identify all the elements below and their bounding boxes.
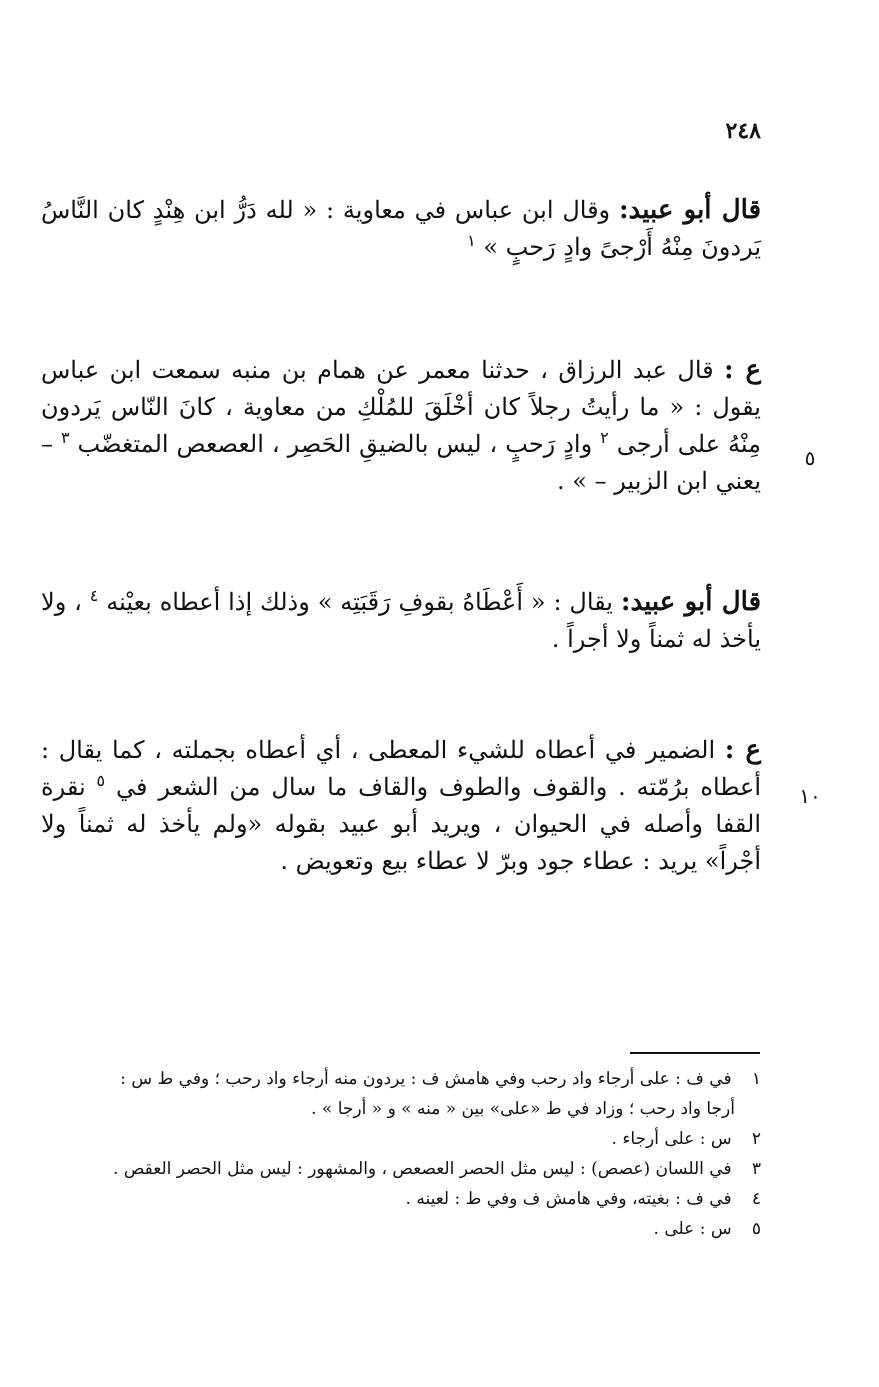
paragraph-1 [41, 192, 761, 266]
footnote-1-continuation: أرجا واد رحب ؛ وزاد في ط «على» بين « منه » و « أرجا » . [311, 1099, 735, 1119]
footnote-separator [630, 1052, 760, 1054]
footnote-ref-4: ٤ [89, 586, 99, 605]
footnote-text: في ف : بغيته، وفي هامش ف وفي ط : لعينه . [405, 1189, 732, 1209]
footnote-text: س : على أرجاء . [611, 1129, 732, 1149]
footnote-3 [21, 1154, 761, 1184]
paragraph-4 [41, 732, 761, 880]
footnote-number: ٣ [751, 1159, 761, 1179]
footnotes [21, 1064, 761, 1244]
paragraph-2 [41, 352, 761, 500]
paragraph-3-text-b: ، ولا يأخذ له ثمناً ولا أجراً . [41, 588, 761, 653]
page-number: ٢٤٨ [725, 118, 761, 144]
footnote-ref-2: ٢ [600, 428, 609, 447]
paragraph-3-heading: قال أبو عبيد: [620, 587, 761, 617]
paragraph-1-heading: قال أبو عبيد: [618, 195, 761, 225]
line-marker-5: ٥ [804, 446, 816, 470]
paragraph-3-text-a: يقال : « أَعْطَاهُ بقوفِ رَقَبَتِه » وذلك إذا أعطاه بعيْنه [106, 588, 613, 616]
footnote-1 [21, 1064, 761, 1094]
footnote-2 [21, 1124, 761, 1154]
paragraph-4-text-b: نقرة القفا وأصله في الحيوان ، ويريد أبو عبيد بقوله «ولم يأخذ له ثمناً ولا أجْراً» يريد : عطاء جود وبرّ لا عطاء بيع وتعويض . [41, 773, 761, 875]
paragraph-4-tag: ع : [724, 735, 761, 765]
footnote-4 [21, 1184, 761, 1214]
footnote-number: ٢ [751, 1129, 761, 1149]
footnote-ref-5: ٥ [96, 771, 106, 790]
footnote-text: س : على . [653, 1219, 732, 1239]
paragraph-2-tag: ع : [724, 355, 761, 385]
paragraph-2-text-a: قال عبد الرزاق ، حدثنا معمر عن همام بن منبه سمعت ابن عباس يقول : « ما رأيتُ رجلاً كان أخْلَقَ للمُلْكِ من معاوية ، كانَ النّاس يَردون مِنْهُ على أرجى [41, 356, 761, 458]
footnote-number: ١ [751, 1069, 761, 1089]
footnote-ref-1: ١ [467, 231, 476, 250]
line-marker-10: ١٠ [799, 784, 821, 808]
footnote-number: ٥ [751, 1219, 761, 1239]
paragraph-2-text-b: وادٍ رَحبٍ ، ليس بالضيقِ الحَصِر ، العصعص المتغضّب [77, 430, 593, 458]
footnote-ref-3: ٣ [60, 428, 70, 447]
paragraph-2-text-c: – يعني ابن الزبير – » . [41, 430, 761, 495]
paragraph-3 [41, 584, 761, 658]
footnote-5 [21, 1214, 761, 1244]
paragraph-4-text-a: الضمير في أعطاه للشيء المعطى ، أي أعطاه بجملته ، كما يقال : أعطاه برُمّته . والقوف والطوف والقاف ما سال من الشعر في [41, 736, 761, 801]
footnote-number: ٤ [751, 1189, 761, 1209]
footnote-text: في اللسان (عصص) : ليس مثل الحصر العصعص ، والمشهور : ليس مثل الحصر العقص . [113, 1159, 732, 1179]
paragraph-1-text: وقال ابن عباس في معاوية : « لله دَرُّ ابن هِنْدٍ كان النَّاسُ يَردونَ مِنْهُ أَرْجىً وادٍ رَحبٍ » [41, 196, 761, 261]
footnote-text: في ف : على أرجاء واد رحب وفي هامش ف : يردون منه أرجاء واد رحب ؛ وفي ط س : [120, 1069, 732, 1089]
